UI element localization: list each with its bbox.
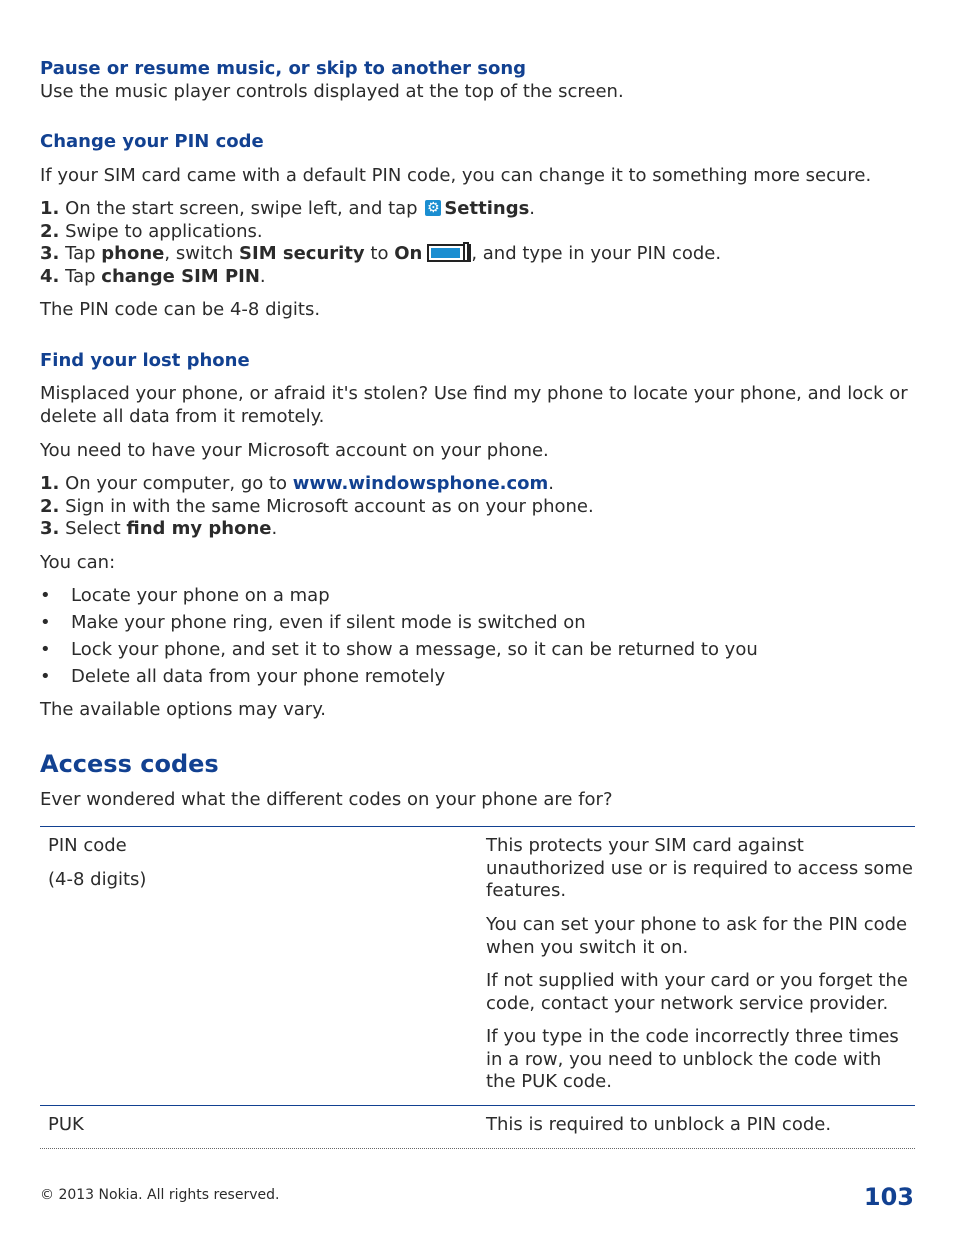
music-text: Use the music player controls displayed at the top of the screen.: [40, 81, 624, 102]
pin-intro: If your SIM card came with a default PIN code, you can change it to something more secure.: [40, 165, 872, 186]
list-item: • Lock your phone, and set it to show a message, so it can be returned to you: [40, 639, 758, 666]
access-intro: Ever wondered what the different codes on your phone are for?: [40, 789, 613, 810]
lost-you-can: You can:: [40, 552, 116, 573]
code-desc: This protects your SIM card against unauthorized use or is required to access some features.: [486, 835, 913, 901]
pin-step-1: 1. On the start screen, swipe left, and tap ⚙Settings.: [40, 198, 721, 221]
settings-gear-icon: [425, 200, 441, 216]
pin-steps: [40, 198, 721, 288]
code-name: PUK: [48, 1114, 84, 1135]
list-item: • Locate your phone on a map: [40, 585, 758, 612]
lost-step-1: 1. On your computer, go to www.windowsphone.com.: [40, 473, 555, 494]
code-name: PIN code: [48, 835, 127, 856]
pin-heading: Change your PIN code: [40, 131, 264, 152]
code-sub: (4-8 digits): [48, 869, 147, 890]
access-heading: Access codes: [40, 750, 219, 778]
pin-step-3: 3. Tap phone, switch SIM security to On , and type in your PIN code.: [40, 243, 722, 264]
lost-note: The available options may vary.: [40, 699, 327, 720]
code-desc: If you type in the code incorrectly three times in a row, you need to unblock the code with the PUK code.: [486, 1026, 899, 1092]
pin-step-2: 2. Swipe to applications.: [40, 220, 263, 242]
lost-intro-line1: Misplaced your phone, or afraid it's stolen? Use find my phone to locate your phone, and lock or: [40, 383, 908, 404]
toggle-switch-icon: [427, 244, 471, 262]
code-desc: This is required to unblock a PIN code.: [486, 1114, 832, 1135]
lost-steps: [40, 473, 594, 541]
table-top-rule: [40, 826, 915, 827]
code-desc: You can set your phone to ask for the PIN code when you switch it on.: [486, 914, 908, 958]
lost-account: You need to have your Microsoft account on your phone.: [40, 440, 549, 461]
table-row-rule: [40, 1105, 915, 1106]
windowsphone-link[interactable]: www.windowsphone.com: [292, 473, 549, 494]
list-item: • Make your phone ring, even if silent mode is switched on: [40, 612, 758, 639]
lost-intro-line2: delete all data from it remotely.: [40, 406, 325, 427]
page-number: 103: [863, 1183, 914, 1211]
copyright: © 2013 Nokia. All rights reserved.: [40, 1187, 280, 1203]
footer-divider: [40, 1148, 915, 1149]
code-desc: If not supplied with your card or you forget the code, contact your network service provider.: [486, 970, 908, 1014]
list-item: • Delete all data from your phone remotely: [40, 666, 758, 693]
lost-bullets: [40, 585, 758, 693]
pin-step-4: 4. Tap change SIM PIN.: [40, 265, 266, 287]
music-heading: Pause or resume music, or skip to another song: [40, 58, 527, 79]
lost-heading: Find your lost phone: [40, 350, 250, 371]
lost-step-2: 2. Sign in with the same Microsoft account as on your phone.: [40, 495, 594, 517]
pin-note: The PIN code can be 4-8 digits.: [40, 299, 321, 320]
lost-step-3: 3. Select find my phone.: [40, 518, 278, 539]
